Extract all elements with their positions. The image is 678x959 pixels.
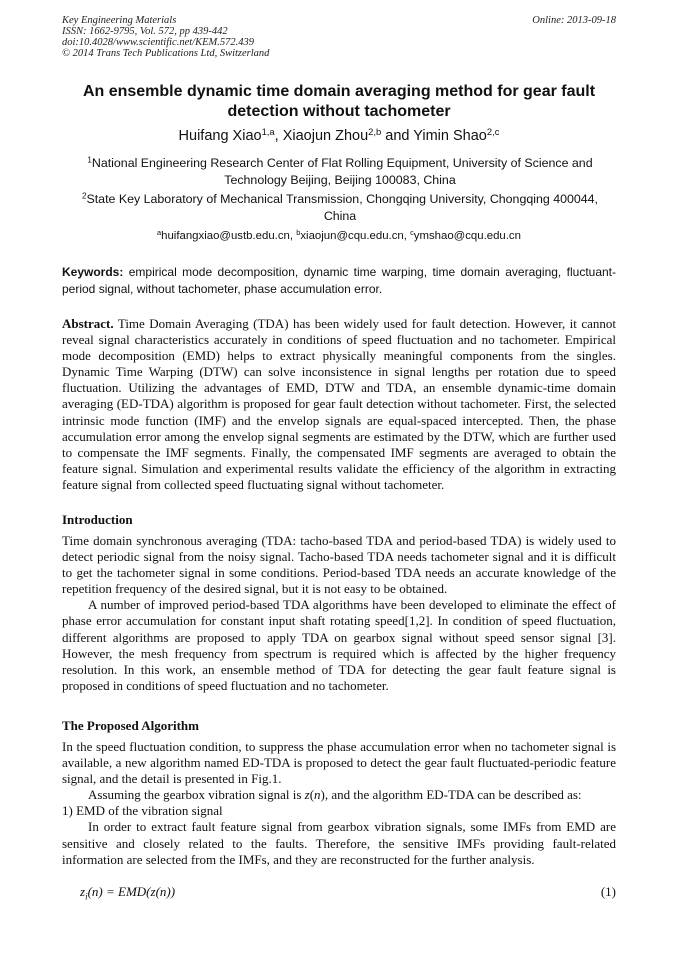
journal-header <box>62 15 616 59</box>
abstract-text: Time Domain Averaging (TDA) has been widely used for fault detection. However, it cannot reveal signal characteristics accurately in conditions of speed fluctuation and no tachometer. Empirical mode decomposition (EMD) helps to extract physically meaningful components from the singles. Dynamic Time Warping (DTW) can solve inconsistence in signal lengths per rotation due to speed fluctuation. Utilizing the advantages of EMD, DTW and TDA, an ensemble dynamic-time domain averaging (ED-TDA) algorithm is proposed for gear fault detection without tachometer. First, the selected intrinsic mode function (IMF) and the envelop signals are equal-spaced intercepted. Then, the phase accumulation error among the envelop signal segments are estimated by the DTW, which are further used to compensate the IMF segments. Finally, the compensated IMF segments are averaged to obtain the feature signal. Simulation and experimental results validate the efficiency of the algorithm in extracting feature signal from collected speed fluctuating signal without tachometer. <box>62 316 616 492</box>
step-label: 1) EMD of the vibration signal <box>62 803 223 819</box>
author-separator: , <box>274 128 283 144</box>
math-variable: z <box>304 787 310 803</box>
introduction-body <box>62 533 616 694</box>
author-name: Huifang Xiao <box>178 128 262 144</box>
paragraph: In order to extract fault feature signal from gearbox vibration signals, some IMFs from EMD are sensitive and closely related to the faults. Therefore, the sensitive IMFs providing fault-related information are selected from the IMFs, and they are reconstructed for the further analysis. <box>62 819 616 867</box>
math-variable: n <box>314 787 321 803</box>
proposed-algorithm-heading: The Proposed Algorithm <box>62 718 199 733</box>
email-superscript: c <box>410 227 414 237</box>
author-name: Yimin Shao <box>413 128 487 144</box>
keywords-label: Keywords: <box>62 265 124 279</box>
author-superscript: 2,b <box>368 125 382 137</box>
proposed-algorithm-body <box>62 739 616 868</box>
author-emails: $^a$huifangxiao@ustb.edu.cn, $^b$xiaojun@cqu.edu.cn, $^c$ymshao@cqu.edu.cn <box>157 227 521 242</box>
copyright-line: © 2014 Trans Tech Publications Ltd, Switzerland <box>62 48 270 59</box>
paragraph: In the speed fluctuation condition, to suppress the phase accumulation error when no tachometer signal is available, a new algorithm named ED-TDA is proposed to detect the gear fault fluctuated-periodic feature signal, and the detail is presented in Fig.1. <box>62 739 616 787</box>
author-superscript: 1,a <box>261 125 275 137</box>
author-separator: and <box>381 128 414 144</box>
equation-number: (1) <box>600 884 616 899</box>
title-line-1: An ensemble dynamic time domain averaging method for gear fault <box>82 83 596 100</box>
introduction-heading: Introduction <box>62 512 133 527</box>
email-address: xiaojun@cqu.edu.cn <box>300 230 404 242</box>
online-date: Online: 2013-09-18 <box>532 15 616 26</box>
journal-name: Key Engineering Materials <box>62 15 177 26</box>
paragraph: A number of improved period-based TDA algorithms have been developed to eliminate the effect of phase error accumulation for constant input shaft rotating speed[1,2]. In condition of speed fluctuation, different algorithms are proposed to apply TDA on gearbox signal without speed sensor signal [3]. However, the mesh frequency from spectrum is required which is affected by the higher frequency resolution. In this work, an ensemble method of TDA for detecting the gear fault feature signal is proposed in conditions of speed fluctuation and no tachometer. <box>62 597 616 693</box>
paragraph: Time domain synchronous averaging (TDA: tacho-based TDA and period-based TDA) is widely used to detect periodic signal from the noisy signal. Tacho-based TDA needs tachometer signal and it is difficult to get the tachometer signal in some conditions. Period-based TDA needs an accurate knowledge of the repetition frequency of the desired signal, but it is not easy to be obtained. <box>62 533 616 597</box>
affiliation-2 <box>70 191 610 225</box>
affiliation-line: State Key Laboratory of Mechanical Transmission, Chongqing University, Chongqing 400044, <box>86 192 598 206</box>
affiliation-line: National Engineering Research Center of Flat Rolling Equipment, University of Science and <box>91 156 593 170</box>
doi-line: doi:10.4028/www.scientific.net/KEM.572.439 <box>62 37 254 48</box>
equation-lhs: $z_i(n) = EMD(z(n))$ <box>80 884 176 902</box>
email-address: ymshao@cqu.edu.cn <box>413 230 521 242</box>
affiliation-number: 2 <box>81 191 87 201</box>
author-superscript: 2,c <box>486 125 500 137</box>
abstract-paragraph <box>62 316 616 493</box>
keywords-paragraph <box>62 264 616 298</box>
affiliation-line: Technology Beijing, Beijing 100083, China <box>224 173 456 187</box>
keywords-text: empirical mode decomposition, dynamic time warping, time domain averaging, fluctuant-period signal, without tachometer, phase accumulation error. <box>62 265 616 296</box>
paper-title <box>62 82 616 122</box>
author-name: Xiaojun Zhou <box>282 128 369 144</box>
title-line-2: detection without tachometer <box>227 103 451 120</box>
email-superscript: b <box>296 227 301 237</box>
paragraph: Assuming the gearbox vibration signal is z(n), and the algorithm ED-TDA can be described as: <box>88 787 582 803</box>
equation-1 <box>80 884 616 905</box>
email-superscript: a <box>157 227 162 237</box>
abstract-label: Abstract. <box>62 316 114 331</box>
author-list <box>62 127 616 145</box>
affiliation-number: 1 <box>87 155 92 165</box>
email-address: huifangxiao@ustb.edu.cn <box>161 230 290 242</box>
affiliation-line: China <box>323 209 357 223</box>
issn-line: ISSN: 1662-9795, Vol. 572, pp 439-442 <box>62 26 228 37</box>
affiliation-1 <box>70 155 610 189</box>
